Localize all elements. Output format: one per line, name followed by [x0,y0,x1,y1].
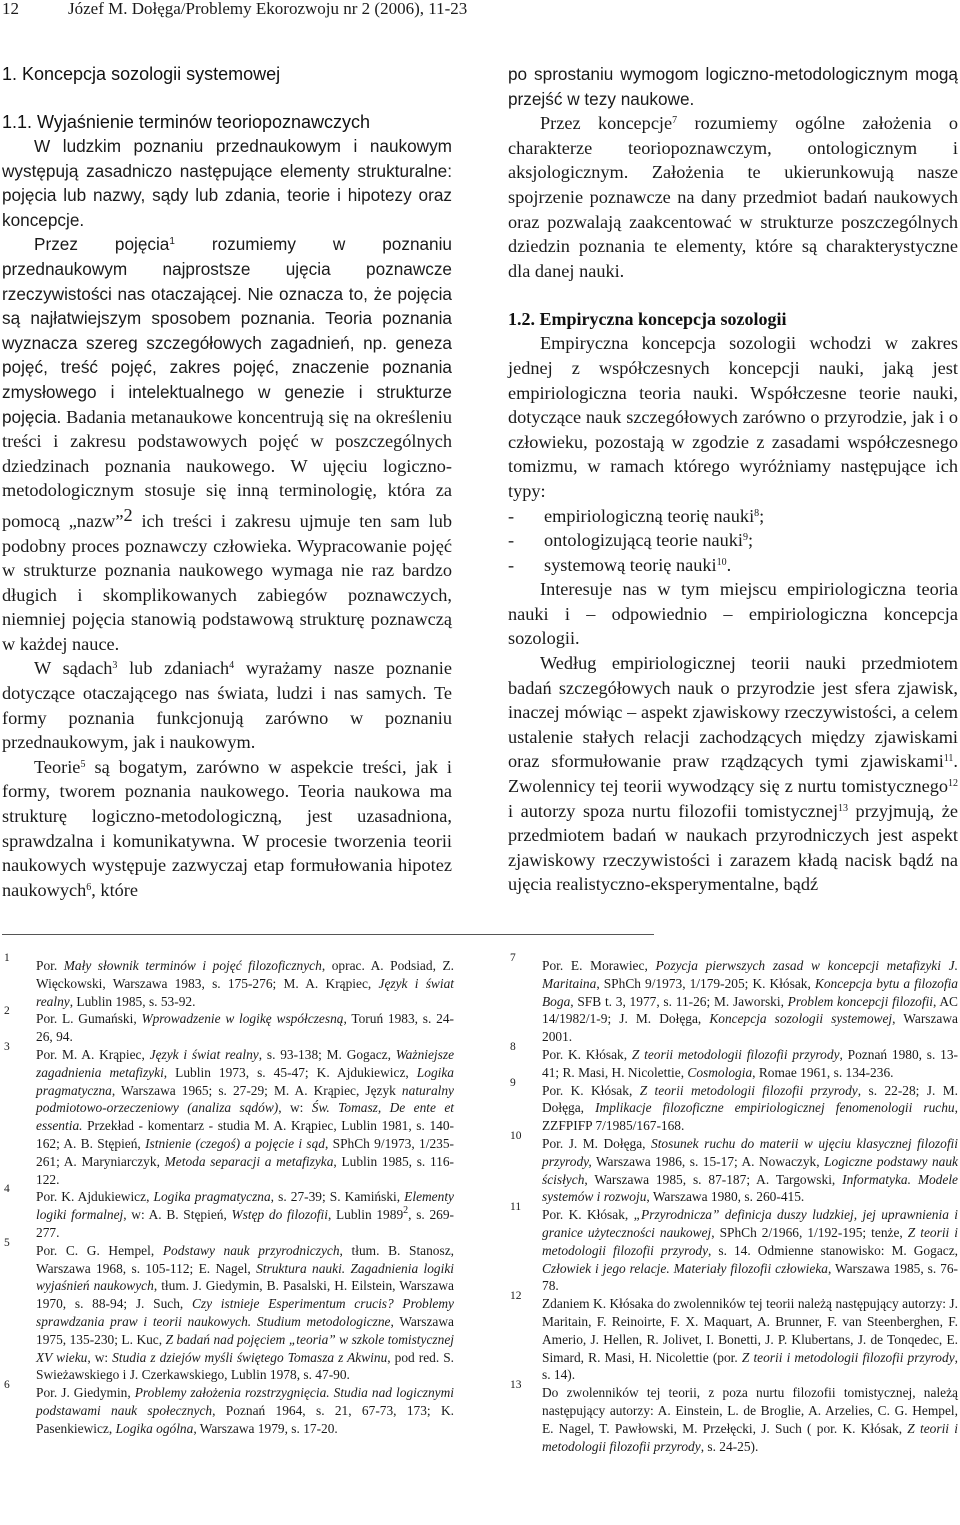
footnote-number: 10 [510,1129,522,1142]
footnote-number: 6 [4,1379,10,1392]
footnote-number: 3 [4,1040,10,1053]
footnote [508,1290,958,1384]
running-header [0,0,960,28]
footnote-text: Por. C. G. Hempel, Podstawy nauk przyrodniczych, tłum. B. Stanosz, Warszawa 1968, s. 105-112; E. Nagel, Struktura nauki. Zagadnienia logiki wyjaśnień naukowych, tłum. J. Giedymin, B. Pasalski, H. Eilstein, Warszawa 1970, s. 88-94; J. Such, Czy istnieje Esperimentum crucis? Problemy sprawdzania praw i teorii naukowych. Studium metodologiczne, Warszawa 1975, 135-230; L. Kuc, Z badań nad pojęciem „teoria” w szkole tomistycznej XV wieku, w: Studia z dziejów myśli świętego Tomasza z Akwinu, pod red. S. Swieżawskiego i J. Czerkawskiego, Lublin 1978, s. 47-90. [36,1242,455,1383]
paragraph: W ludzkim poznaniu przednaukowym i naukowym występują zasadniczo następujące elementy strukturalne: pojęcia lub nazwy, sądy lub zdania, teorie i hipotezy oraz koncepcje. [2,136,452,230]
footnote-text: Por. L. Gumański, Wprowadzenie w logikę współczesną, Toruń 1983, s. 24-26, 94. [36,1011,454,1045]
footnote [508,1076,959,1135]
footnote-text: Por. J. Giedymin, Problemy założenia rozstrzygnięcia. Studia nad logicznymi podstawami nauk społecznych, Poznań 1964, s. 21, 67-73, 173; K. Pasenkiewicz, Logika ogólna, Warszawa 1979, s. 17-20. [36,1385,455,1436]
footnote-text: Por. K. Kłósak, „Przyrodnicza” definicja duszy ludzkiej, jej uprawnienia i granice użyteczności naukowej, SPhCh 2/1966, 1/192-195; tenże, Z teorii i metodologii filozofii przyrody, s. 14. Odmienne stanowisko: M. Gogacz, Człowiek i jego relacje. Materiały filozofii człowieka, Warszawa 1985, s. 76-78. [542,1207,958,1294]
paragraph: Przez pojęcia$^1$ rozumiemy w poznaniu przednaukowym najprostsze ujęcia poznawcze rzeczywistości nas otaczającej. Nie oznacza to, że pojęcia są najłatwiejszym sposobem poznania. Teoria poznania wyznacza szereg szczegółowych zagadnień, np. geneza pojęć, treść pojęć, zakres pojęć, znaczenie poznania zmysłowego i intelektualnego w genezie i strukturze pojęcia. Badania metanaukowe koncentrują się na określeniu treści i zakresu podstawowych pojęć w poszczególnych dziedzinach poznania naukowego. W ujęciu logiczno-metodologicznym stosuje się inną terminologię, która za pomocą „nazw”$^2$ ich treści i zakresu ujmuje ten sam lub podobny proces poznawczy człowieka. Wypracowanie pojęć w strukturze poznania naukowego wymaga nie raz bardzo długich i skomplikowanych zabiegów poznawczych, niemniej pojęcia stanowią podstawową strukturę poznawczą w każdej nauce. [2,234,452,654]
subsection-heading: 1.2. Empiryczna koncepcja sozologii [508,309,787,330]
footnote [2,1040,455,1188]
footnote-number: 5 [4,1236,10,1249]
right-column [508,62,958,897]
section-heading: 1. Koncepcja sozologii systemowej [2,64,281,84]
footnote-text: Por. Mały słownik terminów i pojęć filozoficznych, oprac. A. Podsiad, Z. Więckowski, Warszawa 1983, s. 175-276; M. A. Krąpiec, Język i świat realny, Lublin 1985, s. 53-92. [36,958,454,1009]
footnote-number: 13 [510,1379,522,1392]
footnote [508,1201,958,1295]
paragraph: Empiryczna koncepcja sozologii wchodzi w zakres jednej z współczesnych koncepcji nauki, jaką jest empiriologiczna teoria nauki. Współczesne teorie nauki, dotyczące nauk szczegółowych zarówno o przyrodzie, jak i o człowieku, pozostają w zgodzie z zasadami współczesnego tomizmu, w ramach którego wyróżniamy następujące ich typy: [508,333,958,501]
footnote-text: Por. K. Ajdukiewicz, Logika pragmatyczna, s. 27-39; S. Kamiński, Elementy logiki formalnej, w: A. B. Stępień, Wstęp do filozofii, Lublin 1989$^2$, s. 269-277. [36,1189,454,1240]
footnote-separator [2,934,654,935]
footnote-text: Por. E. Morawiec, Pozycja pierwszych zasad w koncepcji metafizyki J. Maritaina, SPhCh 9/1973, 1/179-205; K. Kłósak, Koncepcja bytu a filozofia Boga, SFB t. 3, 1977, s. 11-26; M. Jaworski, Problem koncepcji filozofii, AC 14/1982/1-9; J. M. Dołęga, Koncepcja sozologii systemowej, Warszawa 2001. [542,958,958,1045]
footnote [2,1005,454,1046]
footnote-text: Por. M. A. Krąpiec, Język i świat realny, s. 93-138; M. Gogacz, Ważniejsze zagadnienia metafizyki, Lublin 1973, s. 45-47; K. Ajdukiewicz, Logika pragmatyczna, Warszawa 1965; s. 27-29; M. A. Krąpiec, Język naturalny podmiotowo-orzeczeniowy (analiza sądów), w: Św. Tomasz, De ente et essentia. Przekład - komentarz - studia M. A. Krąpiec, Lublin 1981, s. 140-162; A. B. Stępień, Istnienie (czegoś) a pojęcie i sąd, SPhCh 9/1973, 1/235-261; A. Maryniarczyk, Metoda separacji a metafizyka, Lublin 1985, s. 116-122. [36,1046,455,1187]
subsection-heading: 1.1. Wyjaśnienie terminów teoriopoznawczych [2,112,371,132]
page-number: 12 [2,0,19,18]
footnote [508,1129,958,1206]
list-item: - empiriologiczną teorię nauki$^8$; [508,505,765,526]
footnote-number: 1 [4,952,10,964]
footnote-number: 4 [4,1183,10,1196]
list-item: - systemową teorię nauki$^{10}$. [508,554,732,575]
footnote [508,952,958,1046]
footnote-number: 2 [4,1005,10,1018]
paragraph: Teorie$^5$ są bogatym, zarówno w aspekcie treści, jak i formy, tworem poznania naukowego. Teoria naukowa ma strukturę logiczno-metodologiczną, jest uzasadniona, sprawdzalna i komunikatywna. W procesie tworzenia teorii naukowych występuje zazwyczaj etap formułowania hipotez naukowych$^6$, które [2,756,452,900]
paragraph: Przez koncepcje$^7$ rozumiemy ogólne założenia o charakterze teoriopoznawczym, ontologicznym i aksjologicznym. Założenia te ukierunkowują nasze spojrzenie poznawcze na dany przedmiot badań naukowych oraz pozwalają zaakcentować w strukturze poszczególnych dziedzin poznania te elementy, które są charakterystyczne dla danej nauki. [508,113,958,281]
footnote-text: Zdaniem K. Kłósaka do zwolenników tej teorii należą następujący autorzy: J. Maritain, F. Reinoirte, F. X. Maquart, A. Brunner, F. van Steenberghen, F. Amerio, J. Hellen, R. Jolivet, I. Bonetti, J. P. Klubertans, J. de Tonqedec, E. Simard, R. Masi, H. Nicolettie (por. Z teorii i metodologii filozofii przyrody, s. 14). [542,1296,958,1383]
footnote-text: Por. J. M. Dołęga, Stosunek ruchu do materii w ujęciu klasycznej filozofii przyrody, Warszawa 1986, s. 15-17; A. Nowaczyk, Logiczne podstawy nauk ścisłych, Warszawa 1985, s. 87-187; A. Targowski, Informatyka. Modele systemów i rozwoju, Warszawa 1980, s. 260-415. [542,1135,958,1205]
footnote-text: Por. K. Kłósak, Z teorii metodologii filozofii przyrody, Poznań 1980, s. 13-41; R. Masi, H. Nicolettie, Cosmologia, Romae 1961, s. 134-236. [542,1046,958,1080]
theory-types-list [508,504,958,578]
footnote [2,1183,454,1241]
footnote-number: 11 [510,1201,522,1214]
footnotes-left [2,952,455,1438]
paragraph: po sprostaniu wymogom logiczno-metodologicznym mogą przejść w tezy naukowe. [508,64,958,109]
paragraph: Według empiriologicznej teorii nauki przedmiotem badań szczegółowych nauk o przyrodzie jest sfera zjawisk, inaczej mówiąc – aspekt zjawiskowy rzeczywistości, a celem ustalenie stałych relacji zachodzących między zjawiskami oraz sformułowanie praw rządzących tymi zjawiskami$^{11}$. Zwolennicy tej teorii wywodzący się z nurtu tomistycznego$^{12}$ i autorzy spoza nurtu filozofii tomistycznej$^{13}$ przyjmują, że przedmiotem badań w naukach przyrodniczych jest aspekt zjawiskowy rzeczywistości i zarazem kładą nacisk bądź na ujęcia realistyczno-eksperymentalne, bądź [508,653,958,895]
footnote-number: 12 [510,1290,522,1303]
list-item: - ontologizującą teorie nauki$^9$; [508,530,754,551]
footnote [508,1379,958,1455]
paragraph: W sądach$^3$ lub zdaniach$^4$ wyrażamy nasze poznanie dotyczące otaczającego nas świata, ludzi i nas samych. Te formy poznania funkcjonują zarówno w poznaniu przednaukowym, jak i naukowym. [2,658,452,753]
footnote [2,1379,455,1437]
footnote-text: Do zwolenników tej teorii, z poza nurtu filozofii tomistycznej, należą następujący autorzy: A. Einstein, L. de Broglie, A. Arzelies, C. G. Hempel, E. Nagel, T. Pawłowski, M. Przełęcki, J. Such ( por. K. Kłósak, Z teorii i metodologii filozofii przyrody, s. 24-25). [542,1385,958,1454]
footnote-text: Por. K. Kłósak, Z teorii metodologii filozofii przyrody, s. 22-28; J. M. Dołęga, Implikacje filozoficzne empiriologicznej fenomenologii ruchu, ZZFPIFP 7/1985/167-168. [542,1082,959,1134]
footnote-number: 8 [510,1040,516,1053]
footnotes-right [508,952,959,1455]
footnote [508,1040,958,1082]
journal-citation: Józef M. Dołęga/Problemy Ekorozwoju nr 2 (2006), 11-23 [68,0,468,18]
footnote [2,1236,455,1384]
left-column [2,62,452,902]
footnote-number: 9 [510,1076,516,1089]
footnote-number: 7 [510,952,516,964]
paragraph: Interesuje nas w tym miejscu empiriologiczna teoria nauki i – odpowiednio – empiriologiczna koncepcja sozologii. [508,579,958,649]
footnote [2,952,454,1010]
